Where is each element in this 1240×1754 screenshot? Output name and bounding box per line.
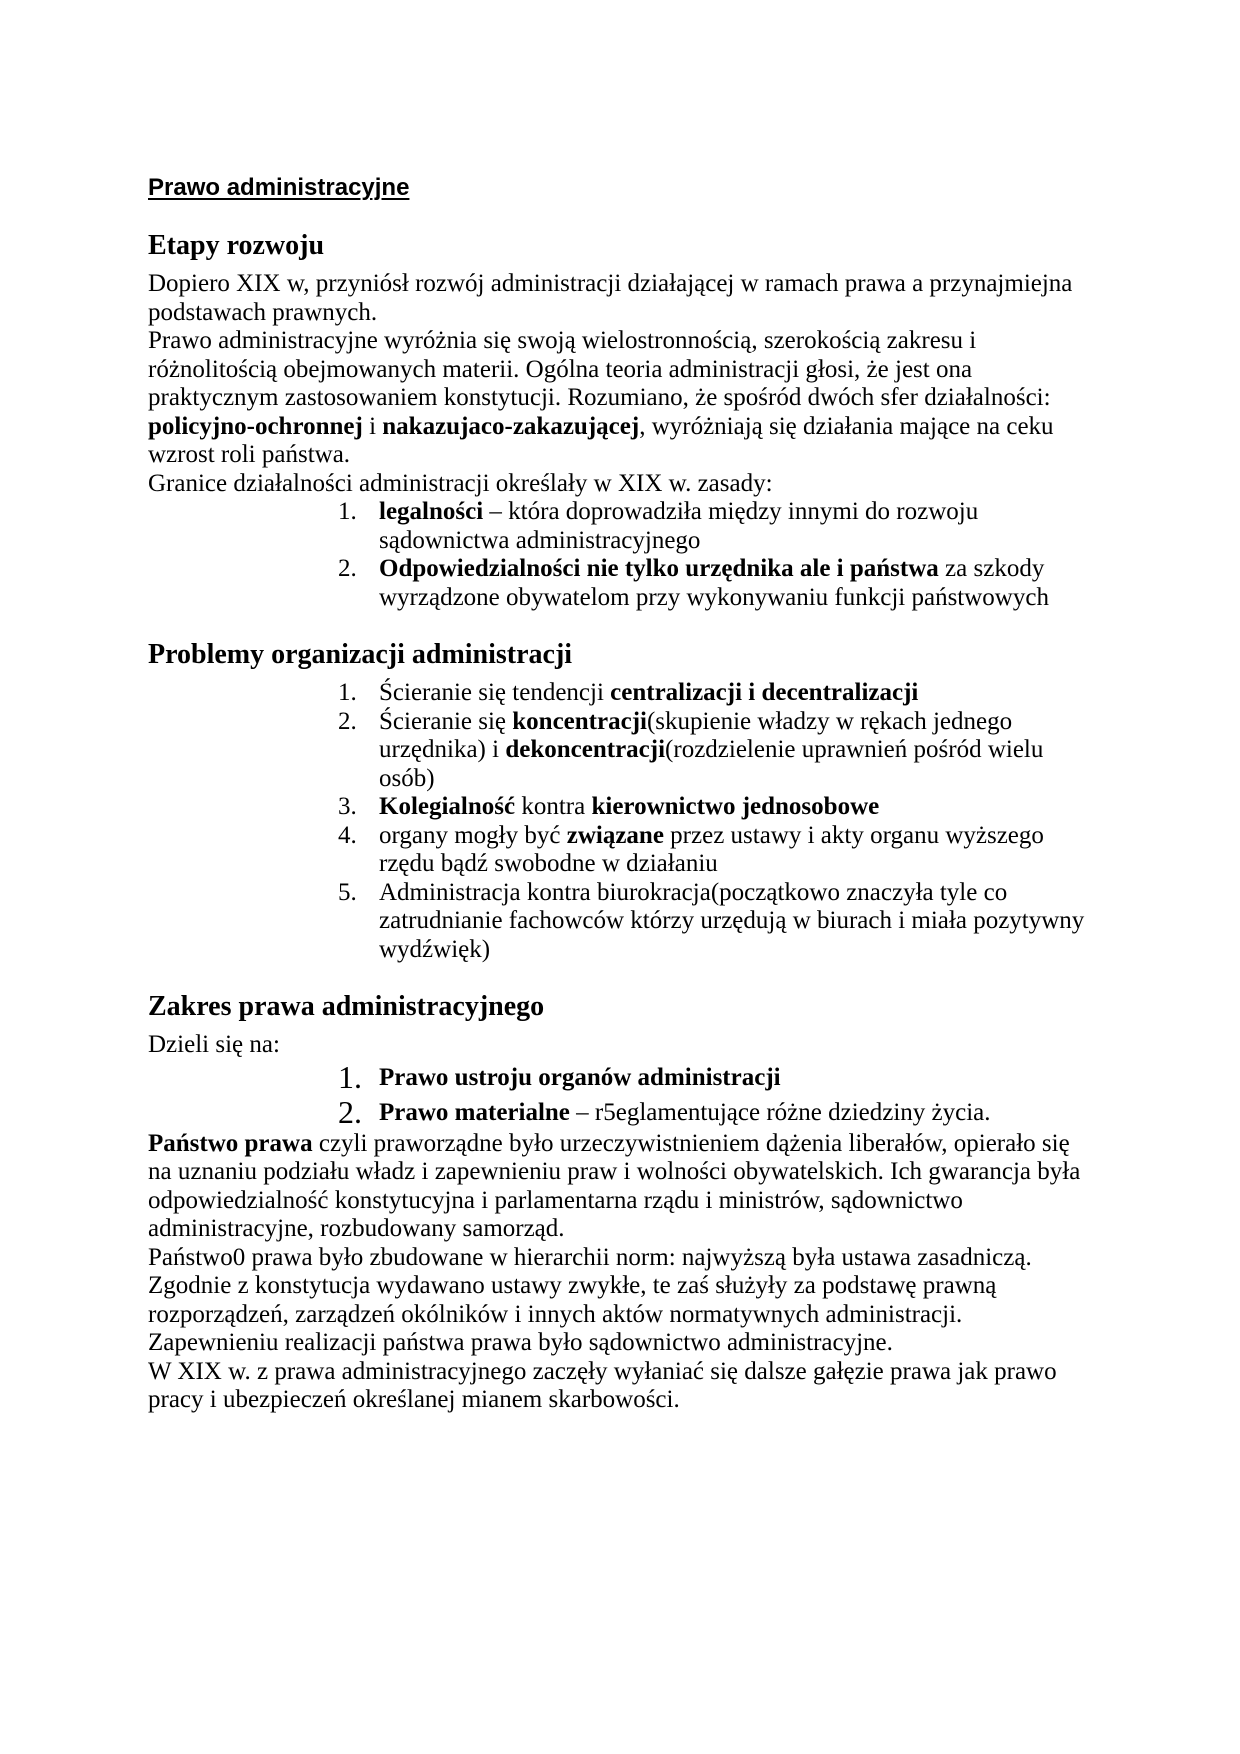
text-run: administracyjne, rozbudowany samorząd.	[148, 1215, 565, 1242]
text-run: wyrządzone obywatelom przy wykonywaniu funkcji państwowych	[379, 583, 1049, 611]
list-item-text	[379, 498, 978, 555]
text-run: czyli praworządne było urzeczywistnieniem dążenia liberałów, opierało się	[312, 1129, 1070, 1157]
text-run: (rozdzielenie uprawnień pośród wielu	[665, 736, 1044, 763]
list-number: 1.	[338, 1058, 362, 1095]
list-item-line	[379, 936, 1084, 965]
paragraph-line	[148, 1329, 1128, 1358]
section-heading: Zakres prawa administracyjnego	[148, 991, 545, 1022]
text-run: – r5eglamentujące różne dziedziny życia.	[569, 1098, 991, 1126]
text-run: za szkody	[938, 555, 1045, 582]
bold-text: Prawo materialne	[379, 1098, 570, 1126]
list-item-text	[379, 879, 1084, 965]
text-run: na uznaniu podziału władz i zapewnieniu praw i wolności obywatelskich. Ich gwarancja była	[148, 1158, 1081, 1185]
text-run: Administracja kontra biurokracja(początkowo znaczyła tyle co	[379, 878, 1008, 906]
list-number: 4.	[338, 821, 357, 849]
paragraph-line	[148, 327, 1128, 356]
bold-text: centralizacji i decentralizacji	[610, 679, 919, 706]
list-item-text	[379, 793, 879, 822]
list-item-line	[379, 907, 1084, 936]
paragraph-line	[148, 1386, 1128, 1415]
list-number: 2.	[338, 555, 357, 582]
bold-text: koncentracji	[512, 707, 647, 735]
text-run: Ścieranie się tendencji	[379, 679, 611, 706]
paragraph-line	[148, 470, 1128, 499]
text-run: przez ustawy i akty organu wyższego	[663, 821, 1044, 849]
list-number: 2.	[338, 707, 357, 735]
list-item	[148, 822, 1128, 879]
text-run: wydźwięk)	[379, 935, 491, 963]
text-run: podstawach prawnych.	[148, 298, 378, 326]
list-item	[148, 555, 1128, 612]
list-item-text	[379, 1060, 781, 1095]
text-run: rzędu bądź swobodne w działaniu	[379, 850, 718, 877]
paragraph-line	[148, 1301, 1128, 1330]
text-run: odpowiedzialność konstytucyjna i parlamentarna rządu i ministrów, sądownictwo	[148, 1186, 963, 1214]
bold-text: legalności	[379, 498, 484, 525]
list-item-line	[379, 527, 978, 556]
list-item-text	[379, 679, 918, 708]
section-heading: Problemy organizacji administracji	[148, 639, 573, 670]
list-item-line	[379, 736, 1043, 765]
paragraph-line	[148, 441, 1128, 470]
paragraph-line	[148, 413, 1128, 442]
text-run: zatrudnianie fachowców którzy urzędują w biurach i miała pozytywny	[379, 907, 1085, 934]
list-item-line	[379, 1060, 781, 1095]
bold-text: Odpowiedzialności nie tylko urzędnika ale i państwa	[379, 555, 939, 582]
bold-text: nakazujaco-zakazującej	[382, 412, 640, 440]
list-item	[148, 679, 1128, 708]
list-item	[148, 1095, 1128, 1130]
list-number: 5.	[338, 878, 357, 906]
text-run: W XIX w. z prawa administracyjnego zaczęły wyłaniać się dalsze gałęzie prawa jak prawo	[148, 1357, 1057, 1385]
list-item-line	[379, 765, 1043, 794]
list-number: 2.	[338, 1093, 362, 1130]
list-item-text	[379, 708, 1043, 794]
paragraph-line	[148, 384, 1128, 413]
list-number: 1.	[338, 498, 357, 525]
text-run: Zapewnieniu realizacji państwa prawa było sądownictwo administracyjne.	[148, 1329, 893, 1356]
list-item	[148, 498, 1128, 555]
list-item-line	[379, 879, 1084, 908]
text-run: rozporządzeń, zarządzeń okólników i innych aktów normatywnych administracji.	[148, 1300, 963, 1328]
text-run: i	[362, 412, 383, 440]
text-run: – która doprowadziła między innymi do rozwoju	[483, 498, 979, 525]
text-run: , wyróżniają się działania mające na ceku	[639, 412, 1054, 440]
list-item-line	[379, 793, 879, 822]
paragraph-line	[148, 1031, 1128, 1060]
bold-text: związane	[566, 821, 664, 849]
list-item-line	[379, 708, 1043, 737]
paragraph-line	[148, 270, 1128, 299]
list-item-line	[379, 850, 1044, 879]
text-run: Ścieranie się	[379, 707, 513, 735]
text-run: Dopiero XIX w, przyniósł rozwój administracji działającej w ramach prawa a przynajmiejna	[148, 270, 1073, 297]
paragraph-line	[148, 1130, 1128, 1159]
bold-text: Kolegialność	[379, 793, 516, 820]
list-item-line	[379, 1095, 991, 1130]
list-item-line	[379, 555, 1049, 584]
paragraph-line	[148, 1215, 1128, 1244]
paragraph-line	[148, 1187, 1128, 1216]
text-run: Prawo administracyjne wyróżnia się swoją wielostronnością, szerokością zakresu i	[148, 327, 977, 354]
list-item-line	[379, 822, 1044, 851]
list-item-line	[379, 584, 1049, 613]
text-run: Państwo0 prawa było zbudowane w hierarchii norm: najwyższą była ustawa zasadniczą.	[148, 1243, 1032, 1271]
text-run: osób)	[379, 764, 435, 792]
text-run: kontra	[515, 793, 592, 820]
text-run: wzrost roli państwa.	[148, 441, 351, 468]
bold-text: dekoncentracji	[505, 736, 666, 763]
list-item	[148, 1060, 1128, 1095]
text-run: praktycznym zastosowaniem konstytucji. Rozumiano, że spośród dwóch sfer działalności:	[148, 384, 1051, 411]
section-heading: Etapy rozwoju	[148, 230, 325, 261]
list-item	[148, 708, 1128, 794]
text-run: Zgodnie z konstytucja wydawano ustawy zwykłe, te zaś służyły za podstawę prawną	[148, 1272, 997, 1299]
document-title: Prawo administracyjne	[148, 174, 410, 201]
paragraph-line	[148, 1272, 1128, 1301]
list-item-text	[379, 555, 1049, 612]
text-run: (skupienie władzy w rękach jednego	[646, 707, 1013, 735]
text-run: pracy i ubezpieczeń określanej mianem skarbowości.	[148, 1386, 680, 1413]
paragraph-line	[148, 299, 1128, 328]
paragraph-line	[148, 1158, 1128, 1187]
list-number: 3.	[338, 793, 357, 820]
paragraph-line	[148, 1358, 1128, 1387]
paragraph-line	[148, 356, 1128, 385]
bold-text: kierownictwo jednosobowe	[591, 793, 880, 820]
list-item-line	[379, 679, 918, 708]
text-run: urzędnika) i	[379, 736, 506, 763]
bold-text: Państwo prawa	[148, 1129, 313, 1157]
text-run: różnolitością obejmowanych materii. Ogólna teoria administracji głosi, że jest ona	[148, 355, 973, 383]
bold-text: Prawo ustroju organów administracji	[379, 1063, 781, 1091]
list-item	[148, 793, 1128, 822]
list-item-line	[379, 498, 978, 527]
paragraph-line	[148, 1244, 1128, 1273]
list-item-text	[379, 822, 1044, 879]
bold-text: policyjno-ochronnej	[148, 412, 363, 440]
text-run: sądownictwa administracyjnego	[379, 526, 701, 554]
text-run: organy mogły być	[379, 821, 567, 849]
list-item-text	[379, 1095, 991, 1130]
list-item	[148, 879, 1128, 965]
text-run: Dzieli się na:	[148, 1031, 280, 1058]
list-number: 1.	[338, 679, 357, 706]
document-page	[148, 173, 1128, 1415]
text-run: Granice działalności administracji określały w XIX w. zasady:	[148, 469, 773, 497]
